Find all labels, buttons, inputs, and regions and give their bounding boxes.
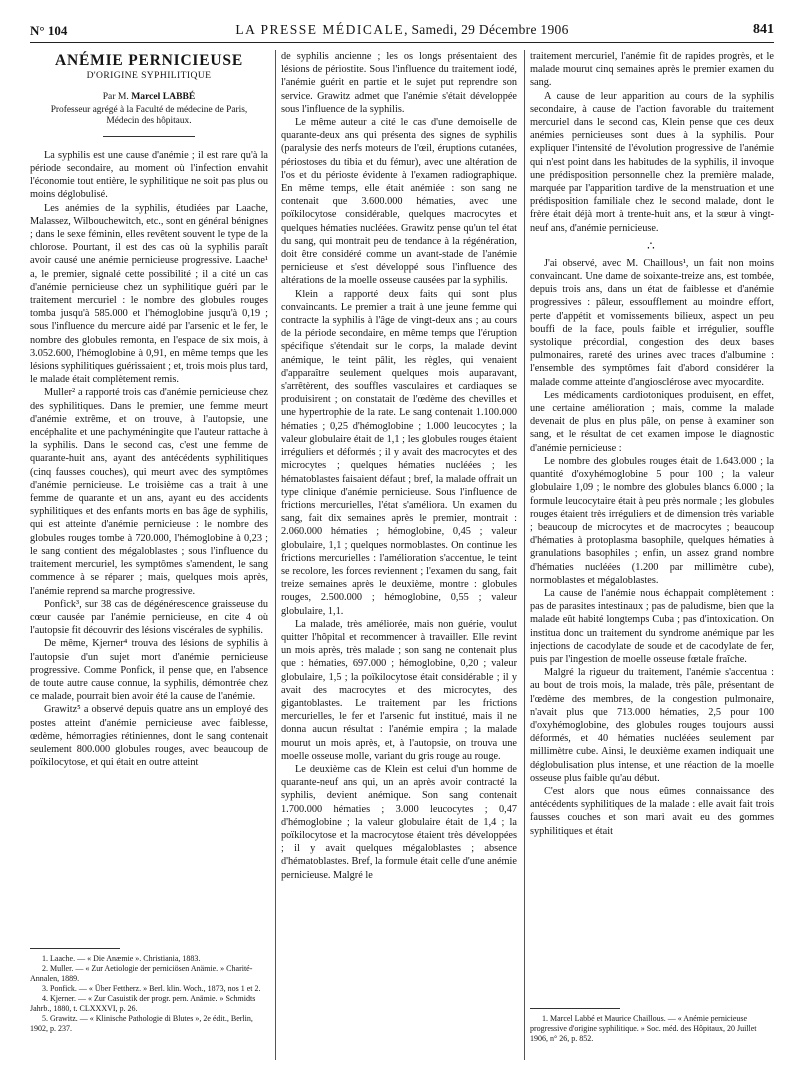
paragraph: Muller² a rapporté trois cas d'anémie pernicieuse chez des syphilitiques. Dans le premier, une femme meurt d'anémie extrême, et on trouve, à l'autopsie, une encéphalite et une pachyméningite que l'auteur rattache à la syphilis. Dans le second cas, c'est une femme de quarante-huit ans, ayant des antécédents syphilitiques (cinq fausses couches), qui meurt avec des symptômes d'anémie pernicieuse. Le troisième cas a trait à une femme de quarante et un ans, ayant eu des accidents syphilitiques et des enfants morts en bas âge de syphilis, qui est atteinte d'anémie pernicieuse : le nombre des globules rouges tombe à 720.000, l'hémoglobine à 0,23 ; le sang contient des mégaloblastes ; sous l'influence du traitement mercuriel, les symptômes s'amendent, le sang commence à se réparer ; mais, quelques mois après, l'anémie reprend sa marche progressive. — [30, 387, 268, 597]
paragraph: La malade, très améliorée, mais non guérie, voulut quitter l'hôpital et recommencer à travailler. Elle revint un mois après, très malade ; son sang ne contenait plus que : hématies, 697.000 ; hémoglobine, 0,20 ; valeur globulaire, 1,5 ; la poïkilocytose était considérable ; il y avait des macrocytes et des microcytes, des gigantoblastes. Le traitement par les frictions mercurielles, le fer et l'arsenic fut institué, mais il ne donna aucun résultat : l'anémie empira ; la malade mourut un mois après, et, à l'autopsie, on trouva une moelle osseuse molle, variant du gris rouge au rouge. — [281, 618, 517, 762]
article-subtitle: D'ORIGINE SYPHILITIQUE — [86, 70, 212, 82]
author-name: Marcel LABBÉ — [131, 91, 196, 103]
page-header — [30, 20, 774, 43]
footnote: 4. Kjerner. — « Zur Casuistik der progr. pern. Anämie. » Schmidts Jahrb., 1880, t. CLXXXVI, p. 26. — [30, 994, 256, 1013]
footnotes — [530, 1000, 774, 1044]
column-1 — [30, 50, 268, 1033]
issue-date: , Samedi, 29 Décembre 1906 — [404, 22, 569, 37]
paragraph: A cause de leur apparition au cours de la syphilis secondaire, à cause de l'action favorable du traitement mercuriel dans le second cas, Klein pense que ces deux anémies pernicieuses sont dues à la syphilis. Pour expliquer l'intensité de l'évolution progressive de l'anémie qui n'est point dans les habitudes de la syphilis, il invoque une prédisposition personnelle chez la première malade, marquée par l'apparition tardive de la menstruation et une prédisposition familiale chez le second malade, dont le frère était déjà mort à trente-huit ans, et la sœur à vingt-neuf ans, d'anémie pernicieuse. — [530, 90, 774, 234]
paragraph: La syphilis est une cause d'anémie ; il est rare qu'à la période secondaire, au moment où l'infection envahit l'économie tout entière, le syphilitique ne soit pas plus ou moins déglobulisé. — [30, 149, 268, 201]
footnotes — [30, 940, 268, 1034]
paragraph: de syphilis ancienne ; les os longs présentaient des lésions de périostite. Sous l'influence du traitement iodé, l'anémie guérit en partie et le sujet put reprendre son service. Grawitz admet que l'anémie s'était développée sous l'influence de la syphilis. — [281, 51, 517, 115]
paragraph: J'ai observé, avec M. Chaillous¹, un fait non moins convaincant. Une dame de soixante-treize ans, est tombée, depuis trois ans, dans un état de faiblesse et d'anémie progressives : pâleur, essoufflement au moindre effort, perte d'appétit et vomissements bilieux, aspect un peu bouffi de la face, pouls faible et irrégulier, souffle systolique précordial, congestion des deux bases pulmonaires, rareté des urines avec traces d'albumine : l'ensemble des symptômes fait d'abord considérer la malade comme atteinte d'angiosclérose avec myocardite. — [530, 257, 774, 388]
journal-name: LA PRESSE MÉDICALE — [235, 22, 405, 37]
column-rule — [275, 50, 276, 1060]
paragraph: Les anémies de la syphilis, étudiées par Laache, Malassez, Wilbouchewitch, etc., sont en général bénignes ; dans le sexe féminin, elles revêtent souvent le type de la chlorose. Pourtant, il est des cas où la syphilis paraît avoir causé une anémie pernicieuse progressive. Laache¹ a, le premier, signalé cette possibilité ; il a cité un cas d'anémie pernicieuse chez un syphilitique guéri par le traitement mercuriel : le nombre des globules rouges tomba jusqu'à 585.000 et l'hémoglobine jusqu'à 0,19 ; sous l'influence du mercure aidé par l'arsenic et le fer, le nombre des globules remonta, en l'espace de six mois, à 3.052.600, l'hémoglobine à 0,91, en même temps que les lésions syphilitiques guérissaient ; et, trois mois plus tard, le malade était complètement remis. — [30, 202, 268, 386]
article-title: ANÉMIE PERNICIEUSE — [55, 52, 243, 69]
footnote-separator — [30, 948, 120, 949]
paragraph: C'est alors que nous eûmes connaissance des antécédents syphilitiques de la malade : elle avait fait trois fausses couches et son mari avait eu des gommes syphilitiques et était — [530, 785, 774, 837]
byline-prefix: Par M. — [102, 91, 132, 103]
byline — [30, 90, 268, 103]
column-1-body — [30, 149, 268, 770]
paragraph: Malgré la rigueur du traitement, l'anémie s'accentua : au bout de trois mois, la malade, très pâle, présentant de l'œdème des membres, de la congestion pulmonaire, n'avait plus que 713.000 hématies, 2,5 pour 100 d'oxyhémoglobine, des globules rouges toujours aussi déformés, et 40 hématies nucléées seulement par millimètre cube. Ainsi, le deuxième examen indiquait une déglobulisation plus intense, et une réaction de la moelle osseuse plus faible qu'au début. — [530, 667, 774, 784]
column-3 — [530, 50, 774, 1043]
footnote: 1. Marcel Labbé et Maurice Chaillous. — « Anémie pernicieuse progressive d'origine syphilitique. » Soc. méd. des Hôpitaux, 20 Juillet 1906, n° 26, p. 852. — [530, 1014, 757, 1043]
column-rule — [524, 50, 525, 1060]
footnote: 3. Ponfick. — « Über Fettherz. » Berl. klin. Woch., 1873, nos 1 et 2. — [42, 984, 261, 993]
paragraph: Le même auteur a cité le cas d'une demoiselle de quarante-deux ans qui présenta des signes de syphilis (paralysie des nerfs moteurs de l'œil, éruptions cutanées, périostoses du tibia et du fémur), avec une altération de l'os et du périoste évidente à l'examen radiographique. En même temps, elle était anémiée : son sang ne contenait que 3.600.000 hématies, avec une poïkilocytose considérable, quelques macrocytes et quelques hématies nucléées. Grawitz pense qu'un tel état du sang, qui montrait peu de tendance à la régénération, doit être considéré comme un avant-stade de l'anémie pernicieuse et s'est développé sous l'influence des altérations de la moelle osseuse causées par la syphilis. — [281, 117, 517, 287]
paragraph: Klein a rapporté deux faits qui sont plus convaincants. Le premier a trait à une jeune femme qui contracte la syphilis à l'âge de vingt-deux ans ; au cours de la période secondaire, en même temps que l'éruption spécifique s'étendait sur le corps, la malade devint anémique, le teint pâlit, les règles, qui venaient d'apparaître seulement quelques mois auparavant, s'arrêtèrent, des souffles vasculaires et cardiaques se produisirent ; on constatait de l'œdème des chevilles et une hypertrophie de la rate. Le sang contenait 1.100.000 hématies ; 0,25 d'hémoglobine ; 1.000 leucocytes ; la valeur globulaire était de 1,1 ; les globules rouges étaient irréguliers et déformés ; il y avait des macrocytes et des microcytes ; quelques hématies nucléées ; les hématoblastes faisaient défaut ; bref, la malade offrait un type clinique d'anémie pernicieuse. Sous l'influence de frictions mercurielles, l'état s'améliora. Un examen du sang, fait dix semaines après le premier, montrait : 2.060.000 hématies ; hémoglobine, 0,45 ; valeur globulaire, 1,1 ; quelques normoblastes. On continue les frictions mercurielles : l'amélioration s'accentue, le teint se recolore, les forces reviennent ; l'examen du sang, fait treize semaines après le deuxième, montre : globules rouges, 2.500.000 ; hémoglobine, 0,55 ; valeur globulaire, 1,1. — [281, 288, 517, 617]
page-number: 841 — [753, 22, 774, 37]
paragraph: Grawitz⁵ a observé depuis quatre ans un employé des postes atteint d'anémie pernicieuse avec faiblesse, œdème, hémorragies rétiniennes, dont le sang contenait seulement 800.000 globules rouges, avec beaucoup de poïkilocytose, et qui était en outre atteint — [30, 704, 268, 769]
paragraph: Le nombre des globules rouges était de 1.643.000 ; la quantité d'oxyhémoglobine 5 pour 100 ; la valeur globulaire 1,09 ; le nombre des globules blancs 6.000 ; la formule leucocytaire était à peu près normale ; les globules rouges étaient très irréguliers et de dimension très variable ; beaucoup de microcytes et de macrocytes ; beaucoup d'hématies à protoplasma basophile, quelques hématies à granulations basophiles ; enfin, un assez grand nombre d'hématies nucléées (1.200 par millimètre cube), normoblastes et mégaloblastes. — [530, 455, 774, 586]
section-separator: ∴ — [647, 238, 657, 253]
footnote: 1. Laache. — « Die Anæmie ». Christiania, 1883. — [42, 954, 201, 963]
author-affiliation: Médecin des hôpitaux. — [106, 116, 192, 127]
column-2 — [281, 50, 517, 882]
paragraph: Ponfick³, sur 38 cas de dégénérescence graisseuse du cœur causée par l'anémie pernicieuse, en cite 4 où l'autopsie fit découvrir des lésions viscérales de syphilis. — [30, 598, 268, 637]
footnote: 2. Muller. — « Zur Aetiologie der perniciösen Anämie. » Charité-Annalen, 1889. — [30, 964, 253, 983]
footnote: 5. Grawitz. — « Klinische Pathologie di Blutes », 2e édit., Berlin, 1902, p. 237. — [30, 1014, 253, 1033]
footnote-separator — [530, 1008, 620, 1009]
paragraph: traitement mercuriel, l'anémie fit de rapides progrès, et le malade mourut cinq semaines après le premier examen du sang. — [530, 51, 774, 89]
paragraph: Le deuxième cas de Klein est celui d'un homme de quarante-neuf ans qui, un an après avoir contracté la syphilis, devient anémique. Son sang contenait 1.700.000 hématies ; 3.000 leucocytes ; 0,47 d'hémoglobine ; la valeur globulaire était de 1,4 ; la poïkilocytose et la macrocytose étaient très développées ; il y avait quelques mégaloblastes ; absence d'hématoblastes. Bref, la formule était celle d'une anémie pernicieuse. Malgré le — [281, 763, 517, 881]
running-title — [30, 22, 774, 38]
author-affiliation: Professeur agrégé à la Faculté de médecine de Paris, — [50, 104, 248, 115]
title-separator — [103, 136, 195, 137]
paragraph: De même, Kjerner⁴ trouva des lésions de syphilis à l'autopsie d'un sujet mort d'anémie pernicieuse progressive. Comme Ponfick, il pense que, en l'absence de toute autre cause connue, la syphilis, démontrée chez ce malade, pourrait bien avoir été la cause de l'anémie. — [30, 638, 268, 703]
paragraph: La cause de l'anémie nous échappait complètement : pas de parasites intestinaux ; pas de paludisme, bien que la malade eût habité longtemps Cuba ; pas d'intoxication. On institua donc un traitement du syndrome anémique par les injections de cacodylate de soude et de cacodylate de fer, puis par l'ingestion de moelle osseuse fœtale fraîche. — [530, 587, 774, 665]
issue-number: N° 104 — [30, 23, 68, 38]
paragraph: Les médicaments cardiotoniques produisent, en effet, une certaine amélioration ; mais, comme la malade devenait de plus en plus pâle, on pense à examiner son sang, et le résultat de cet examen impose le diagnostic d'anémie pernicieuse : — [530, 389, 774, 454]
